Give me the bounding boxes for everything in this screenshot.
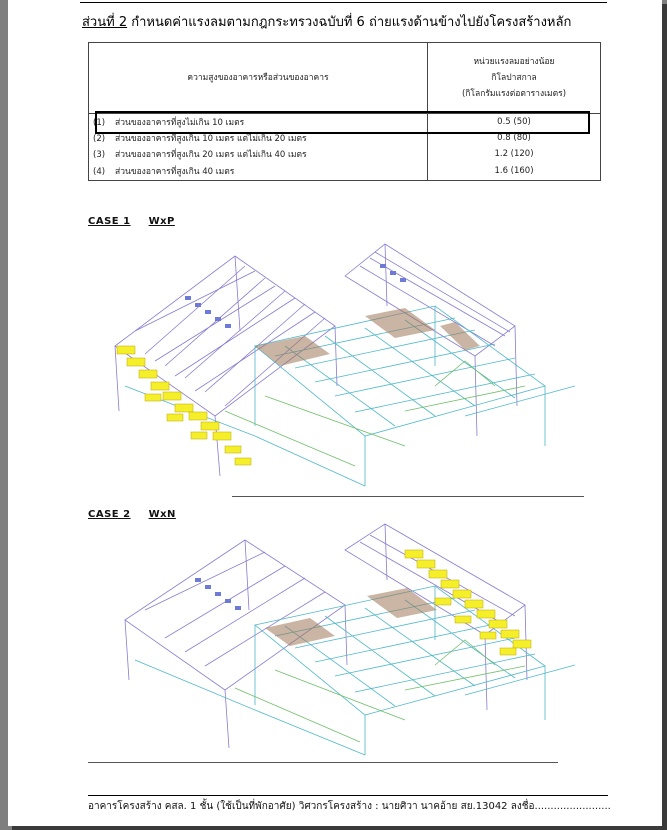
figure-2-rule <box>88 762 558 763</box>
highlight-box-row-1 <box>95 111 590 134</box>
heading-text: กำหนดค่าแรงลมตามกฎกระทรวงฉบับที่ 6 ถ่ายแรงด้านข้างไปยังโครงสร้างหลัก <box>127 15 572 30</box>
structure-model-case-1 <box>105 236 585 494</box>
heading-part: ส่วนที่ 2 <box>82 15 128 30</box>
row-description: ส่วนของอาคารที่สูงเกิน 10 เมตร แต่ไม่เกิน 20 เมตร <box>115 134 307 144</box>
table-header-height: ความสูงของอาคารหรือส่วนของอาคาร <box>89 43 428 114</box>
pressure-header-line-2: กิโลปาสกาล <box>491 73 537 83</box>
case-1-load: WxP <box>148 216 175 227</box>
case-1-title: CASE 1 <box>88 216 131 227</box>
case-2-title: CASE 2 <box>88 509 131 520</box>
case-2-label <box>88 509 176 520</box>
row-number: (1) <box>93 118 106 128</box>
pressure-header-line-1: หน่วยแรงลมอย่างน้อย <box>473 57 555 67</box>
case-2-load: WxN <box>148 509 176 520</box>
case-1-label <box>88 216 175 227</box>
row-number: (2) <box>93 134 106 144</box>
pressure-header-line-3: (กิโลกรัมแรงต่อตารางเมตร) <box>461 89 567 99</box>
table-row <box>89 162 601 181</box>
row-value: 0.5 (50) <box>428 114 601 131</box>
row-description: ส่วนของอาคารที่สูงไม่เกิน 10 เมตร <box>115 118 245 128</box>
page-shadow-right <box>662 4 667 830</box>
figure-1-rule <box>232 496 584 497</box>
footer-signature: อาคารโครงสร้าง คสล. 1 ชั้น (ใช้เป็นที่พักอาศัย) วิศวกรโครงสร้าง : นายศิวา นาคอ้าย สย.13042 ลงชื่อ........................ <box>88 801 611 812</box>
row-number: (3) <box>93 150 106 160</box>
row-description: ส่วนของอาคารที่สูงเกิน 20 เมตร แต่ไม่เกิน 40 เมตร <box>115 150 307 160</box>
page-shadow-bottom <box>12 826 667 830</box>
table-row <box>89 146 601 162</box>
footer-rule <box>88 795 608 796</box>
row-number: (4) <box>93 167 106 177</box>
table-header-pressure <box>428 43 601 114</box>
section-heading <box>82 11 571 32</box>
row-value: 1.2 (120) <box>428 146 601 162</box>
top-rule <box>80 2 607 3</box>
row-description: ส่วนของอาคารที่สูงเกิน 40 เมตร <box>115 167 235 177</box>
row-value: 0.8 (80) <box>428 130 601 146</box>
structure-model-case-2 <box>105 520 585 760</box>
row-value: 1.6 (160) <box>428 162 601 181</box>
